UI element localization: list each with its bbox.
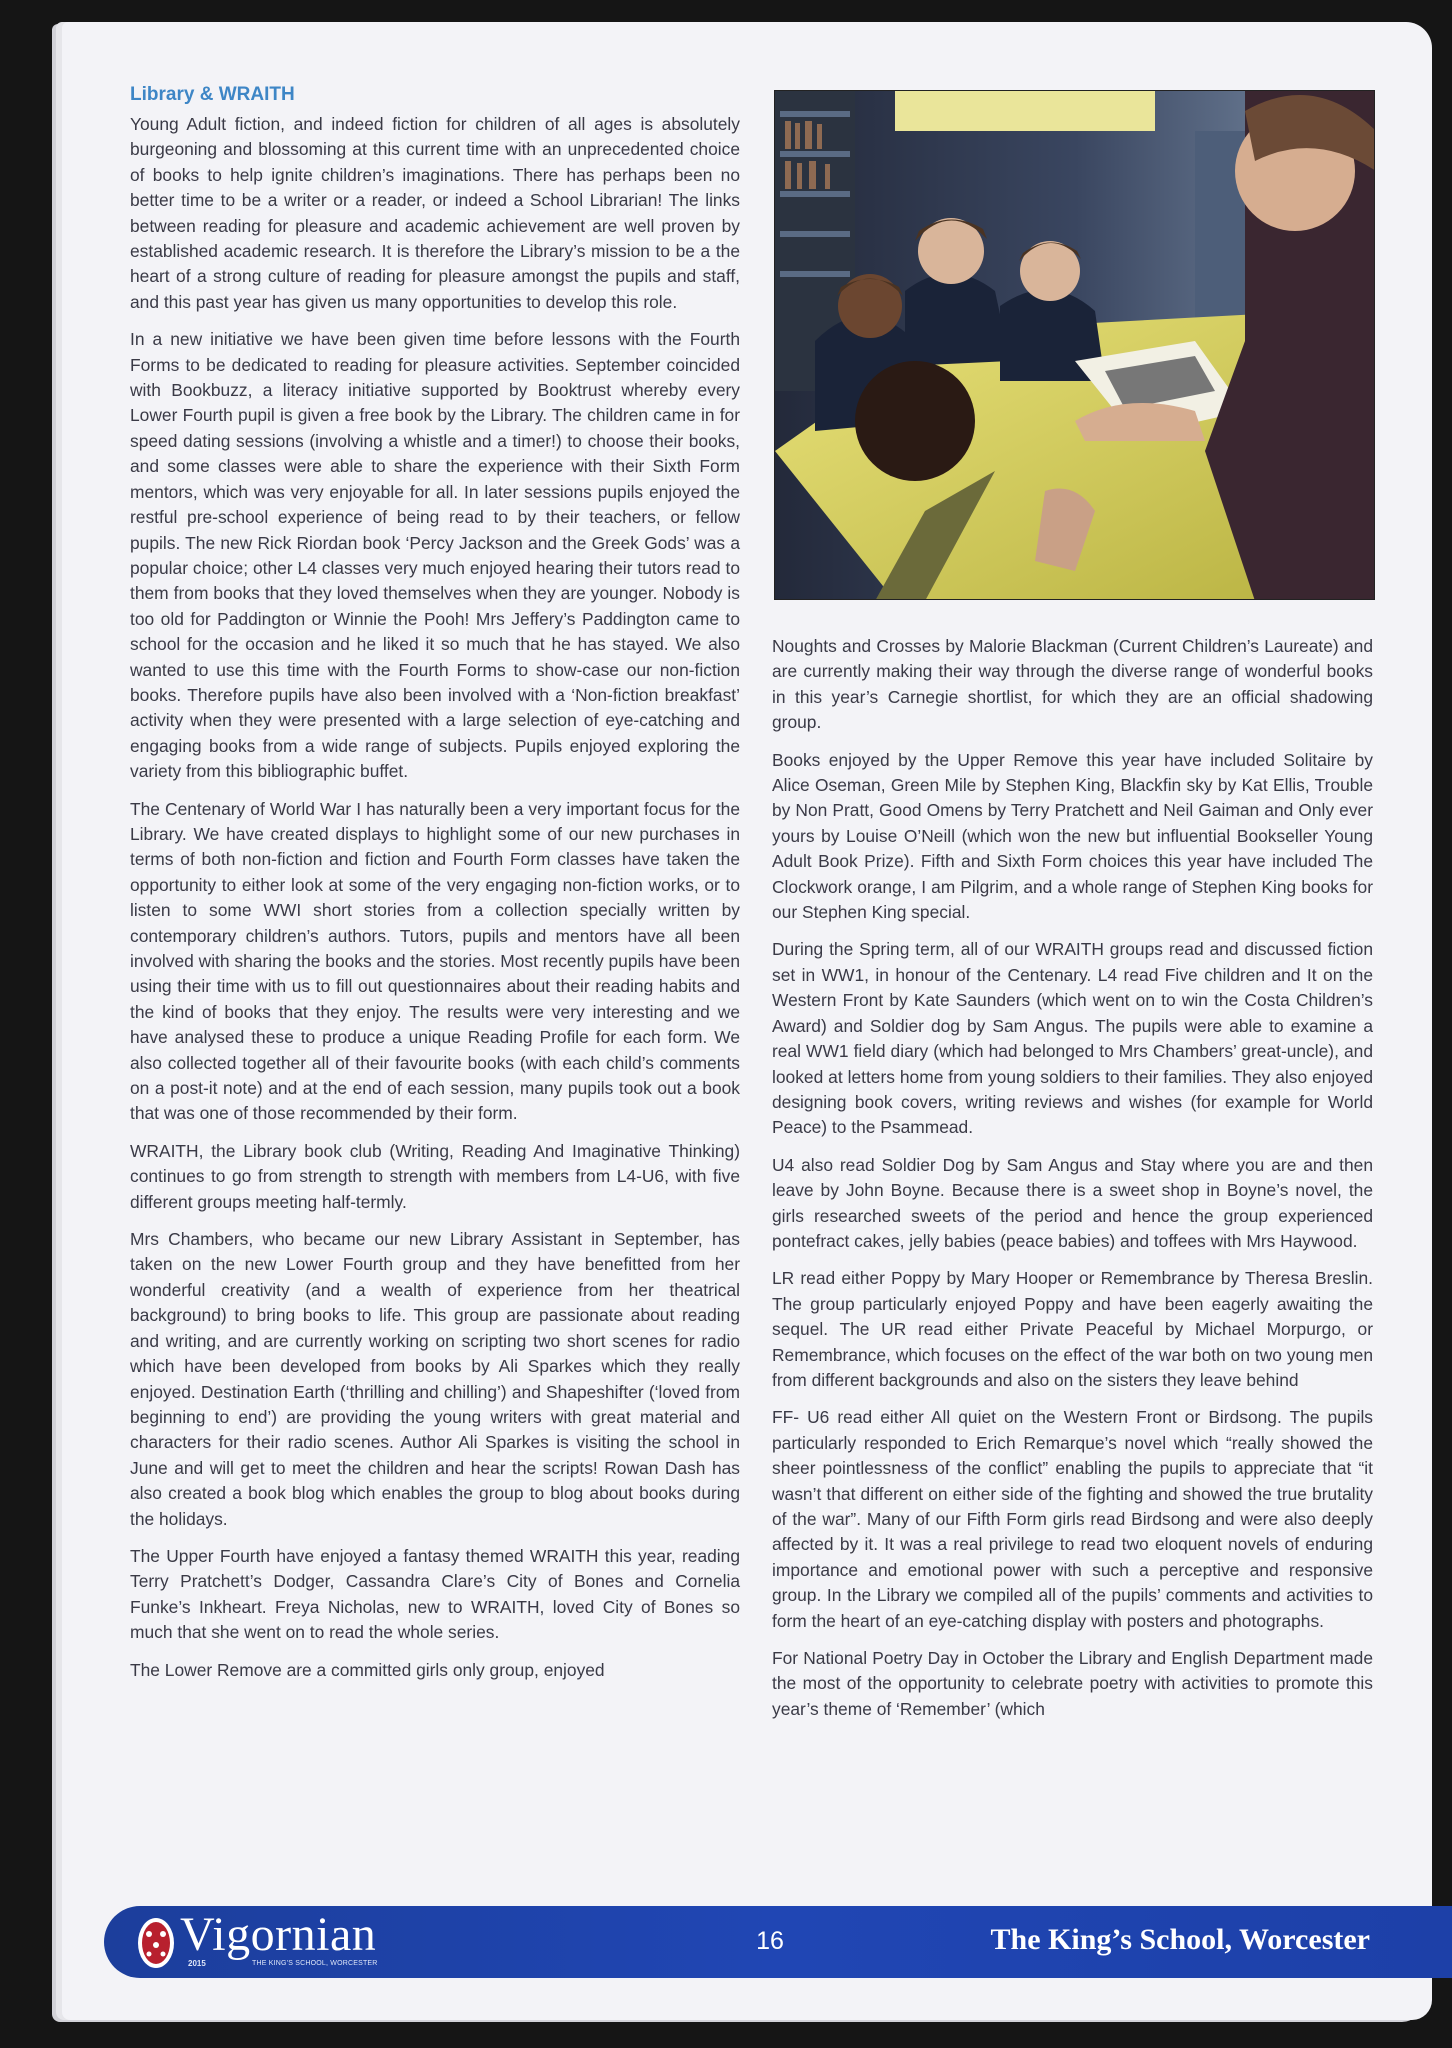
article-paragraph: WRAITH, the Library book club (Writing, Reading And Imaginative Thinking) continues to go from strength to strength with members from L4-U6, with five different groups meeting half-termly.: [130, 1140, 740, 1212]
logo-subtitle: THE KING'S SCHOOL, WORCESTER: [252, 1960, 378, 1967]
logo-year: 2015: [188, 1959, 206, 1968]
article-paragraph: The Upper Fourth have enjoyed a fantasy themed WRAITH this year, reading Terry Pratchett’s Dodger, Cassandra Clare’s City of Bones and Cornelia Funke’s Inkheart. Freya Nicholas, new to WRAITH, loved City of Bones so much that she went on to read the whole series.: [130, 1545, 740, 1643]
article-paragraph: Noughts and Crosses by Malorie Blackman (Current Children’s Laureate) and are currently making their way through the diverse range of wonderful books in this year’s Carnegie shortlist, for which they are an official shadowing group.: [772, 636, 1373, 733]
school-crest-icon: [136, 1916, 176, 1970]
library-photo-illustration: [775, 91, 1375, 600]
article-paragraph: Mrs Chambers, who became our new Library Assistant in September, has taken on the new Lower Fourth group and they have benefitted from her wonderful creativity (and a wealth of experience from her theatrical background) to bring books to life. This group are passionate about reading and writing, and are currently working on scripting two short scenes for radio which have been developed from books by Ali Sparkes which they really enjoyed. Destination Earth (‘thrilling and chilling’) and Shapeshifter (‘loved from beginning to end’) are providing the young writers with great material and characters for their radio scenes. Author Ali Sparkes is visiting the school in June and will get to meet the children and hear the scripts! Rowan Dash has also created a book blog which enables the group to blog about books during the holidays.: [130, 1229, 740, 1529]
article-paragraph: U4 also read Soldier Dog by Sam Angus and Stay where you are and then leave by John Boyne. Because there is a sweet shop in Boyne’s novel, the girls researched sweets of the period and hence the group experienced pontefract cakes, jelly babies (peace babies) and toffees with Mrs Haywood.: [772, 1154, 1373, 1251]
article-paragraph: For National Poetry Day in October the Library and English Department made the most of the opportunity to celebrate poetry with activities to promote this year’s theme of ‘Remember’ (which: [772, 1648, 1373, 1719]
article-paragraph: The Centenary of World War I has naturally been a very important focus for the Library. We have created displays to highlight some of our new purchases in terms of both non-fiction and fiction and Fourth Form classes have taken the opportunity to either look at some of the very engaging non-fiction works, or to listen to some WWI short stories from a collection specially written by contemporary children’s authors. Tutors, pupils and mentors have all been involved with sharing the books and the stories. Most recently pupils have been using their time with us to fill out questionnaires about their reading habits and the kind of books that they enjoy. The results were very interesting and we have analysed these to produce a unique Reading Profile for each form. We also collected together all of their favourite books (with each child’s comments on a post-it note) and at the end of each session, many pupils took out a book that was one of those recommended by their form.: [130, 798, 740, 1124]
article-paragraph: Young Adult fiction, and indeed fiction for children of all ages is absolutely burgeoning and blossoming at this current time with an unprecedented choice of books to help ignite children’s imaginations. There has perhaps been no better time to be a writer or a reader, or indeed a School Librarian! The links between reading for pleasure and academic achievement are well proven by established academic research. It is therefore the Library’s mission to be a the heart of a strong culture of reading for pleasure amongst the pupils and staff, and this past year has given us many opportunities to develop this role.: [130, 114, 740, 312]
library-photo: [774, 90, 1375, 600]
page-number: 16: [756, 1927, 784, 1955]
magazine-logo: Vigornian: [180, 1908, 377, 1961]
article-left-column: [130, 80, 740, 1695]
article-right-column: [772, 634, 1373, 1734]
article-paragraph: The Lower Remove are a committed girls only group, enjoyed: [130, 1659, 605, 1680]
article-paragraph: During the Spring term, all of our WRAITH groups read and discussed fiction set in WW1, in honour of the Centenary. L4 read Five children and It on the Western Front by Kate Saunders (which went on to win the Costa Children’s Award) and Soldier dog by Sam Angus. The pupils were able to examine a real WW1 field diary (which had belonged to Mrs Chambers’ great-uncle), and looked at letters home from young soldiers to their families. They also enjoyed designing book covers, writing reviews and wishes (for example for World Peace) to the Psammead.: [772, 939, 1373, 1138]
article-title: Library & WRAITH: [130, 84, 295, 105]
article-paragraph: Books enjoyed by the Upper Remove this year have included Solitaire by Alice Oseman, Green Mile by Stephen King, Blackfin sky by Kat Ellis, Trouble by Non Pratt, Good Omens by Terry Pratchett and Neil Gaiman and Only ever yours by Louise O’Neill (which won the new but influential Bookseller Young Adult Book Prize). Fifth and Sixth Form choices this year have included The Clockwork orange, I am Pilgrim, and a whole range of Stephen King books for our Stephen King special.: [772, 749, 1373, 923]
article-paragraph: LR read either Poppy by Mary Hooper or Remembrance by Theresa Breslin. The group particularly enjoyed Poppy and have been eagerly awaiting the sequel. The UR read either Private Peaceful by Michael Morpurgo, or Remembrance, which focuses on the effect of the war both on two young men from different backgrounds and also on the sisters they leave behind: [772, 1268, 1373, 1390]
article-paragraph: FF- U6 read either All quiet on the Western Front or Birdsong. The pupils particularly responded to Erich Remarque’s novel which “really showed the sheer pointlessness of the conflict” enabling the pupils to appreciate that “it wasn’t that different on either side of the fighting and showed the true brutality of the war”. Many of our Fifth Form girls read Birdsong and were also deeply affected by it. It was a real privilege to read two eloquent novels of enduring importance and emotional power with such a perceptive and responsive group. In the Library we compiled all of the pupils’ comments and activities to form the heart of an eye-catching display with posters and photographs.: [772, 1407, 1373, 1631]
school-name: The King’s School, Worcester: [990, 1923, 1370, 1956]
article-paragraph: In a new initiative we have been given time before lessons with the Fourth Forms to be dedicated to reading for pleasure activities. September coincided with Bookbuzz, a literacy initiative supported by Booktrust whereby every Lower Fourth pupil is given a free book by the Library. The children came in for speed dating sessions (involving a whistle and a timer!) to choose their books, and some classes were able to share the experience with their Sixth Form mentors, which was very enjoyable for all. In later sessions pupils enjoyed the restful pre-school experience of being read to by their teachers, or fellow pupils. The new Rick Riordan book ‘Percy Jackson and the Greek Gods’ was a popular choice; other L4 classes very much enjoyed hearing their tutors read to them from books that they loved themselves when they are younger. Nobody is too old for Paddington or Winnie the Pooh! Mrs Jeffery’s Paddington came to school for the occasion and he liked it so much that he has stayed. We also wanted to use this time with the Fourth Forms to show-case our non-fiction books. Therefore pupils have also been involved with a ‘Non-fiction breakfast’ activity when they were presented with a large selection of eye-catching and engaging books from a wide range of subjects. Pupils enjoyed exploring the variety from this bibliographic buffet.: [130, 329, 740, 782]
